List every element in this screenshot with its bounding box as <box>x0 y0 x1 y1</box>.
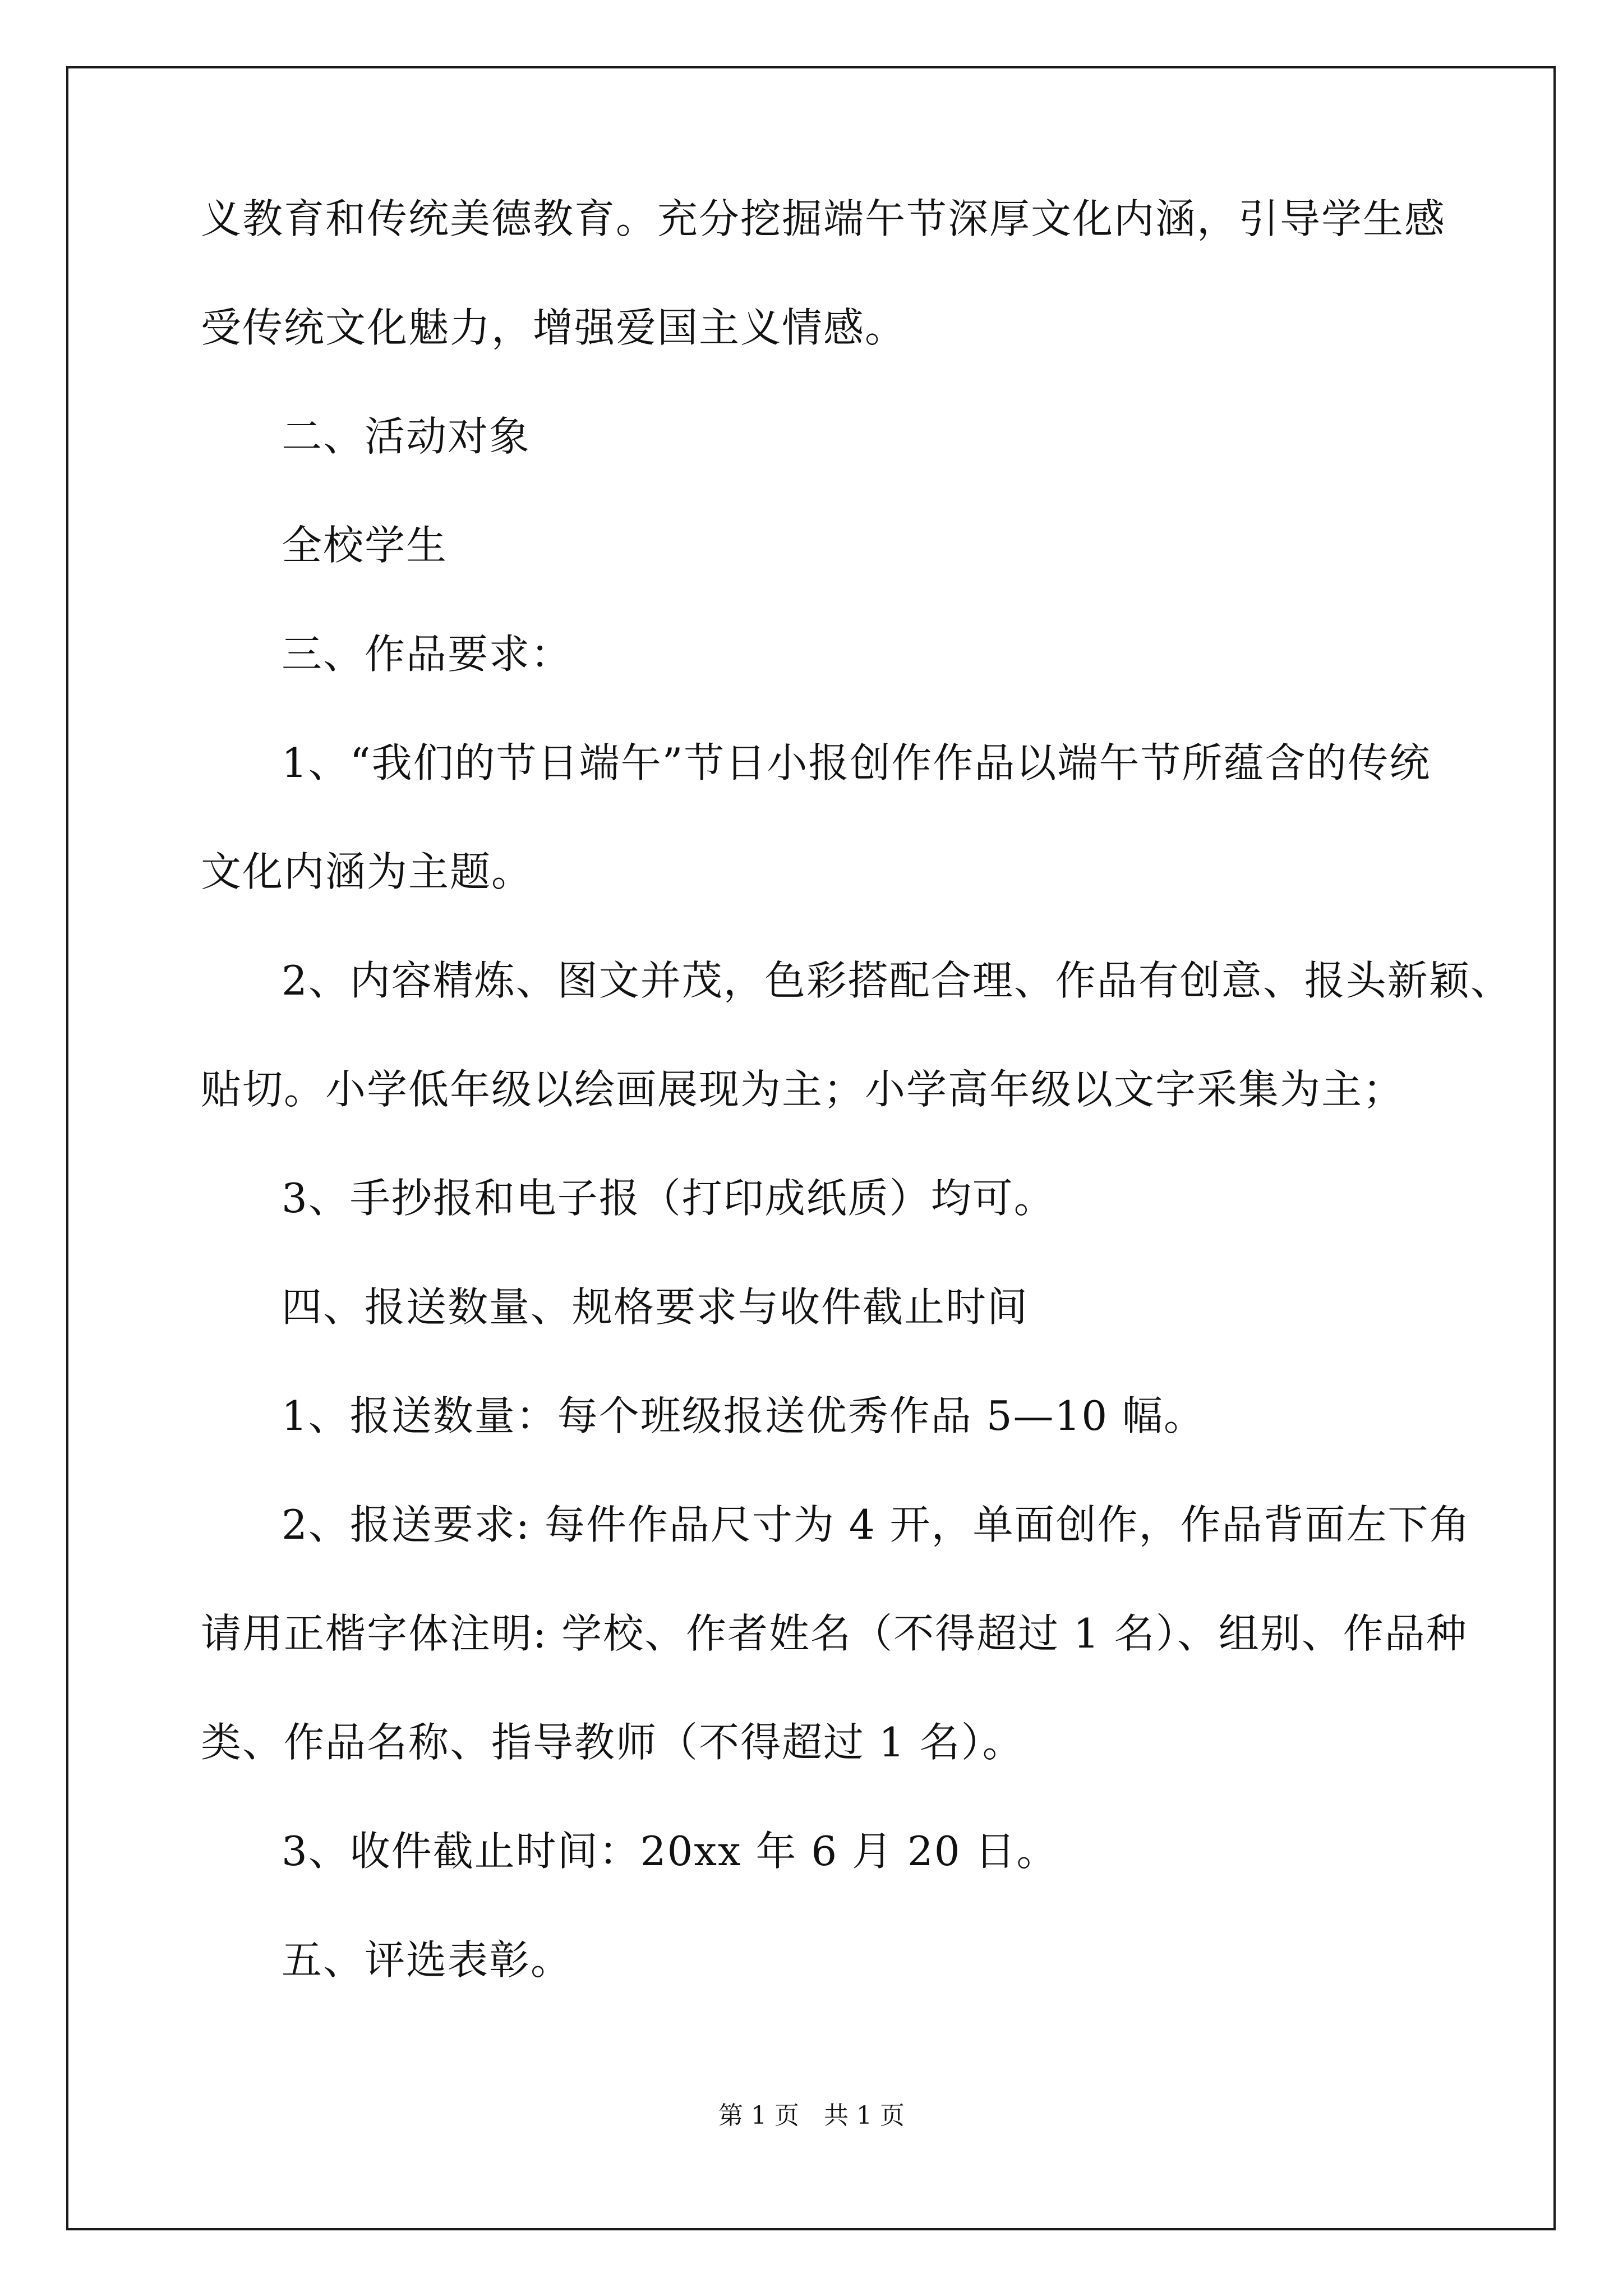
section-heading: 四、报送数量、规格要求与收件截止时间 <box>282 1283 1029 1331</box>
page-border <box>66 66 1556 2230</box>
section-heading: 三、作品要求： <box>282 631 573 678</box>
body-line: 请用正楷字体注明: 学校、作者姓名（不得超过 1 名）、组别、作品种 <box>201 1610 1468 1657</box>
section-heading: 五、评选表彰。 <box>282 1936 573 1984</box>
body-line: 义教育和传统美德教育。充分挖掘端午节深厚文化内涵，引导学生感 <box>201 195 1446 242</box>
body-line: 全校学生 <box>282 522 448 569</box>
body-line: 3、手抄报和电子报（打印成纸质）均可。 <box>282 1175 1055 1222</box>
body-line: 文化内涵为主题。 <box>201 848 533 895</box>
body-line: 3、收件截止时间：20xx 年 6 月 20 日。 <box>282 1828 1058 1875</box>
body-line: 2、报送要求: 每件作品尺寸为 4 开，单面创作，作品背面左下角 <box>282 1501 1471 1548</box>
body-line: 受传统文化魅力，增强爱国主义情感。 <box>201 304 907 351</box>
section-heading: 二、活动对象 <box>282 413 531 460</box>
body-line: 类、作品名称、指导教师（不得超过 1 名）。 <box>201 1719 1024 1766</box>
body-line: 1、报送数量：每个班级报送优秀作品 5—10 幅。 <box>282 1392 1206 1439</box>
body-line: 贴切。小学低年级以绘画展现为主；小学高年级以文字采集为主； <box>201 1066 1405 1113</box>
body-line: 2、内容精炼、图文并茂，色彩搭配合理、作品有创意、报头新颖、 <box>282 957 1512 1004</box>
body-line: 1、“我们的节日端午”节日小报创作作品以端午节所蕴含的传统 <box>282 739 1431 786</box>
page-footer: 第 1 页 共 1 页 <box>718 2101 905 2130</box>
